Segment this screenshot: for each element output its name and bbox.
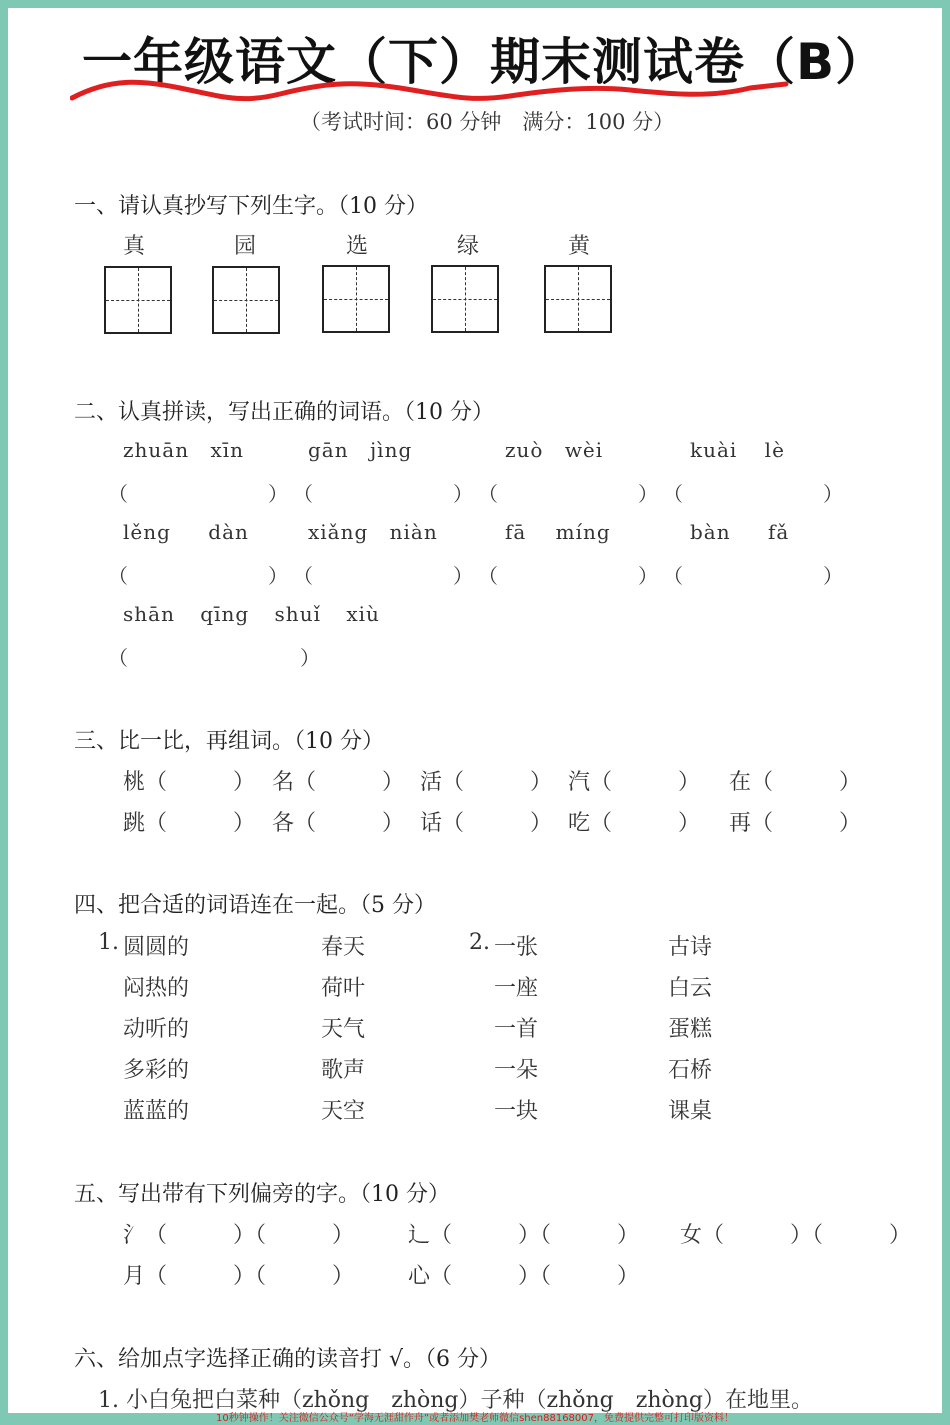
question-6-1[interactable]: 1. 小白兔把白菜种（zhǒng zhòng）子种（zhǒng zhòng）在地里。: [98, 1388, 814, 1413]
writing-grid-2[interactable]: [212, 266, 280, 334]
compare-huo[interactable]: 活（ ）: [420, 770, 553, 795]
compare-chi[interactable]: 吃（ ）: [568, 811, 701, 836]
measure-word-1[interactable]: 一张: [494, 935, 539, 960]
answer-blank-7[interactable]: （ ）: [478, 564, 658, 588]
answer-blank-1[interactable]: （ ）: [108, 482, 288, 506]
noun-5[interactable]: 课桌: [668, 1099, 713, 1124]
compare-tiao[interactable]: 跳（ ）: [123, 811, 256, 836]
char-huang: 黄: [568, 234, 591, 259]
compare-hua[interactable]: 话（ ）: [420, 811, 553, 836]
section1-heading: 一、请认真抄写下列生字。（10 分）: [74, 194, 428, 219]
noun-2[interactable]: 白云: [668, 976, 713, 1001]
pinyin-zuowei: zuò wèi: [505, 438, 604, 462]
pinyin-ganjing: gān jìng: [308, 438, 413, 462]
pinyin-shanqingshuixiu: shān qīng shuǐ xiù: [123, 602, 380, 626]
pinyin-faming: fā míng: [505, 520, 611, 544]
wavy-underline: [70, 74, 790, 108]
char-zhen: 真: [123, 234, 146, 259]
char-xuan: 选: [346, 234, 369, 259]
measure-word-2[interactable]: 一座: [494, 976, 539, 1001]
compare-tao[interactable]: 桃（ ）: [123, 770, 256, 795]
section4-heading: 四、把合适的词语连在一起。（5 分）: [74, 893, 436, 918]
section5-heading: 五、写出带有下列偏旁的字。（10 分）: [74, 1182, 450, 1207]
char-yuan: 园: [234, 234, 257, 259]
match-right-4[interactable]: 歌声: [321, 1058, 366, 1083]
measure-word-5[interactable]: 一块: [494, 1099, 539, 1124]
group2-label: 2.: [469, 930, 490, 955]
match-right-3[interactable]: 天气: [321, 1017, 366, 1042]
match-left-4[interactable]: 多彩的: [123, 1058, 190, 1083]
answer-blank-6[interactable]: （ ）: [293, 564, 473, 588]
writing-grid-5[interactable]: [544, 265, 612, 333]
noun-1[interactable]: 古诗: [668, 935, 713, 960]
compare-zai2[interactable]: 再（ ）: [729, 811, 862, 836]
footer-notice: 10秒钟操作！关注微信公众号“学海无涯甜作舟”或者添加樊老师微信shen88168007，免费提供完整可打印版资料！: [215, 1413, 735, 1424]
match-left-3[interactable]: 动听的: [123, 1017, 190, 1042]
answer-blank-2[interactable]: （ ）: [293, 482, 473, 506]
radical-heart[interactable]: 心（ ）（ ）: [408, 1264, 640, 1289]
section3-heading: 三、比一比，再组词。（10 分）: [74, 729, 384, 754]
noun-4[interactable]: 石桥: [668, 1058, 713, 1083]
measure-word-3[interactable]: 一首: [494, 1017, 539, 1042]
pinyin-xiangnian: xiǎng niàn: [308, 520, 438, 544]
group1-label: 1.: [98, 930, 119, 955]
exam-info: （考试时间：60 分钟 满分：100 分）: [300, 110, 675, 134]
answer-blank-8[interactable]: （ ）: [663, 564, 843, 588]
match-left-1[interactable]: 圆圆的: [123, 935, 190, 960]
compare-ge[interactable]: 各（ ）: [272, 811, 405, 836]
answer-blank-9[interactable]: （ ）: [108, 646, 324, 670]
match-left-2[interactable]: 闷热的: [123, 976, 190, 1001]
pinyin-kuaile: kuài lè: [690, 438, 785, 462]
pinyin-lengdan: lěng dàn: [123, 520, 249, 544]
match-left-5[interactable]: 蓝蓝的: [123, 1099, 190, 1124]
section2-heading: 二、认真拼读，写出正确的词语。（10 分）: [74, 400, 494, 425]
measure-word-4[interactable]: 一朵: [494, 1058, 539, 1083]
writing-grid-3[interactable]: [322, 265, 390, 333]
match-right-5[interactable]: 天空: [321, 1099, 366, 1124]
radical-moon[interactable]: 月（ ）（ ）: [123, 1264, 355, 1289]
compare-ming[interactable]: 名（ ）: [272, 770, 405, 795]
section6-heading: 六、给加点字选择正确的读音打 √。（6 分）: [74, 1347, 502, 1372]
radical-woman[interactable]: 女（ ）（ ）: [680, 1223, 912, 1248]
char-lv: 绿: [457, 234, 480, 259]
pinyin-zhuanxin: zhuān xīn: [123, 438, 245, 462]
radical-water[interactable]: 氵（ ）（ ）: [123, 1223, 355, 1248]
compare-zai[interactable]: 在（ ）: [729, 770, 862, 795]
pinyin-banfa: bàn fǎ: [690, 520, 790, 544]
writing-grid-4[interactable]: [431, 265, 499, 333]
writing-grid-1[interactable]: [104, 266, 172, 334]
answer-blank-4[interactable]: （ ）: [663, 482, 843, 506]
radical-walk[interactable]: 辶（ ）（ ）: [408, 1223, 640, 1248]
page-title: 一年级语文（下）期末测试卷（B）: [82, 33, 887, 91]
compare-qi[interactable]: 汽（ ）: [568, 770, 701, 795]
noun-3[interactable]: 蛋糕: [668, 1017, 713, 1042]
match-right-2[interactable]: 荷叶: [321, 976, 366, 1001]
answer-blank-5[interactable]: （ ）: [108, 564, 288, 588]
match-right-1[interactable]: 春天: [321, 935, 366, 960]
answer-blank-3[interactable]: （ ）: [478, 482, 658, 506]
